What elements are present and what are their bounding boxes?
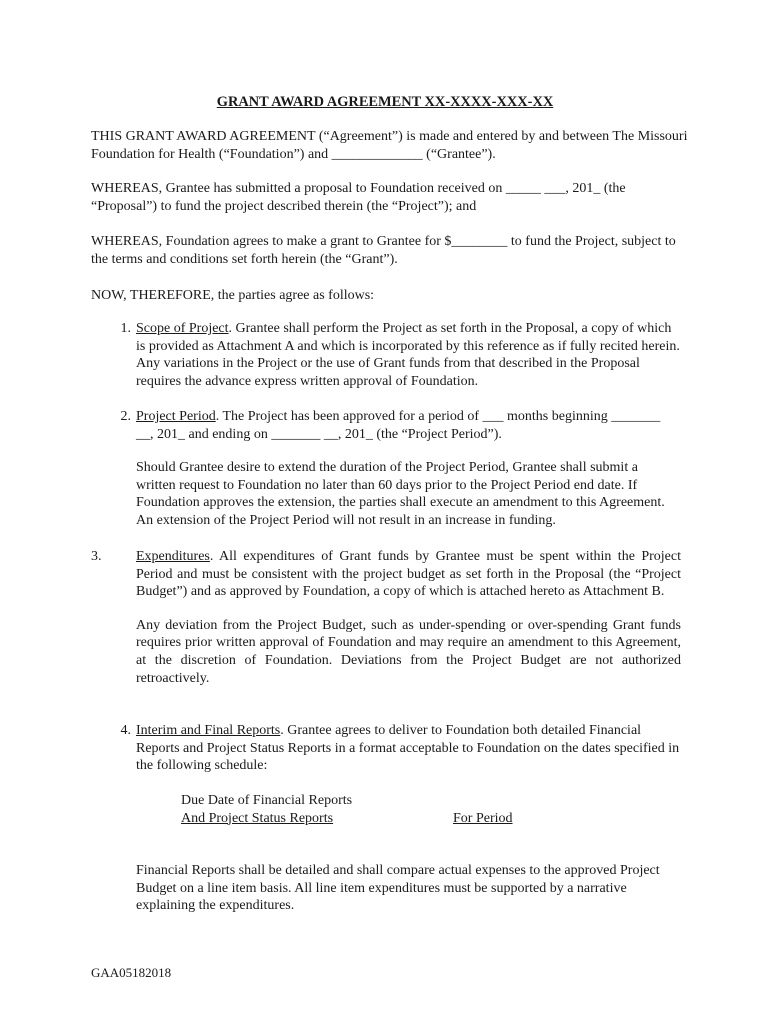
whereas-paragraph-2: WHEREAS, Foundation agrees to make a grant to Grantee for $________ to fund the Project, subject to the terms and conditions set forth herein (the “Grant”). [91,234,676,267]
now-therefore-paragraph: NOW, THEREFORE, the parties agree as follows: [91,288,375,303]
document-code-footer: GAA05182018 [91,965,172,980]
section-number: 3. [91,549,102,564]
schedule-column-due-date [181,792,352,827]
section-number: 1. [120,321,131,336]
section-text: . The Project has been approved for a period of ___ months beginning _______ __, 201_ and ending on _______ __, 201_ (the “Project Period”). [136,409,661,442]
schedule-col1-line1: Due Date of Financial Reports [181,793,353,808]
section-text: . Grantee agrees to deliver to Foundation both detailed Financial Reports and Project Status Reports in a format acceptable to Foundation on the dates specified in the following schedule: [136,723,680,774]
schedule-col1-line2: And Project Status Reports [181,810,334,826]
section-body [136,408,681,443]
section-heading: Expenditures [136,549,210,564]
section-body [136,722,681,775]
section-heading: Project Period [136,409,216,424]
section-heading: Scope of Project [136,321,229,336]
intro-paragraph: THIS GRANT AWARD AGREEMENT (“Agreement”) is made and entered by and between The Missouri Foundation for Health (“Foundation”) and _____________ (“Grantee”). [91,129,688,162]
section-text: . Grantee shall perform the Project as set forth in the Proposal, a copy of which is provided as Attachment A and which is incorporated by this reference as if fully recited herein. Any variations in the Project or the use of Grant funds from that described in the Proposal requires the advance express written approval of Foundation. [136,321,680,389]
section-extra-paragraph: Any deviation from the Project Budget, such as under-spending or over-spending Grant funds requires prior written approval of Foundation and may require an amendment to this Agreement, at the discretion of Foundation. Deviations from the Project Budget are not authorized retroactively. [136,617,681,686]
whereas-paragraph-1: WHEREAS, Grantee has submitted a proposal to Foundation received on _____ ___, 201_ (the “Proposal”) to fund the project described therein (the “Project”); and [91,181,626,214]
section-body [136,320,681,390]
section-number: 2. [120,409,131,424]
schedule-column-for-period: For Period [453,811,513,826]
section-3 [91,548,691,687]
document-title: GRANT AWARD AGREEMENT XX-XXXX-XXX-XX [216,94,554,110]
section-4 [91,722,691,775]
section-extra-paragraph: Should Grantee desire to extend the duration of the Project Period, Grantee shall submit a written request to Foundation no later than 60 days prior to the Project Period end date. If Foundation approves the extension, the parties shall execute an amendment to this Agreement. An extension of the Project Period will not result in an increase in funding. [136,460,665,528]
section-extra-paragraph: Financial Reports shall be detailed and shall compare actual expenses to the approved Project Budget on a line item basis. All line item expenditures must be supported by a narrative explaining the expenditures. [136,863,660,914]
section-1 [91,320,691,390]
section-2 [91,408,691,530]
section-number: 4. [120,723,131,738]
section-text: . All expenditures of Grant funds by Grantee must be spent within the Project Period and must be consistent with the project budget as set forth in the Proposal (the “Project Budget”) and as approved by Foundation, a copy of which is attached hereto as Attachment B. [136,549,681,600]
section-heading: Interim and Final Reports [136,723,281,738]
section-body [136,548,681,601]
section-4-extra [91,862,691,915]
